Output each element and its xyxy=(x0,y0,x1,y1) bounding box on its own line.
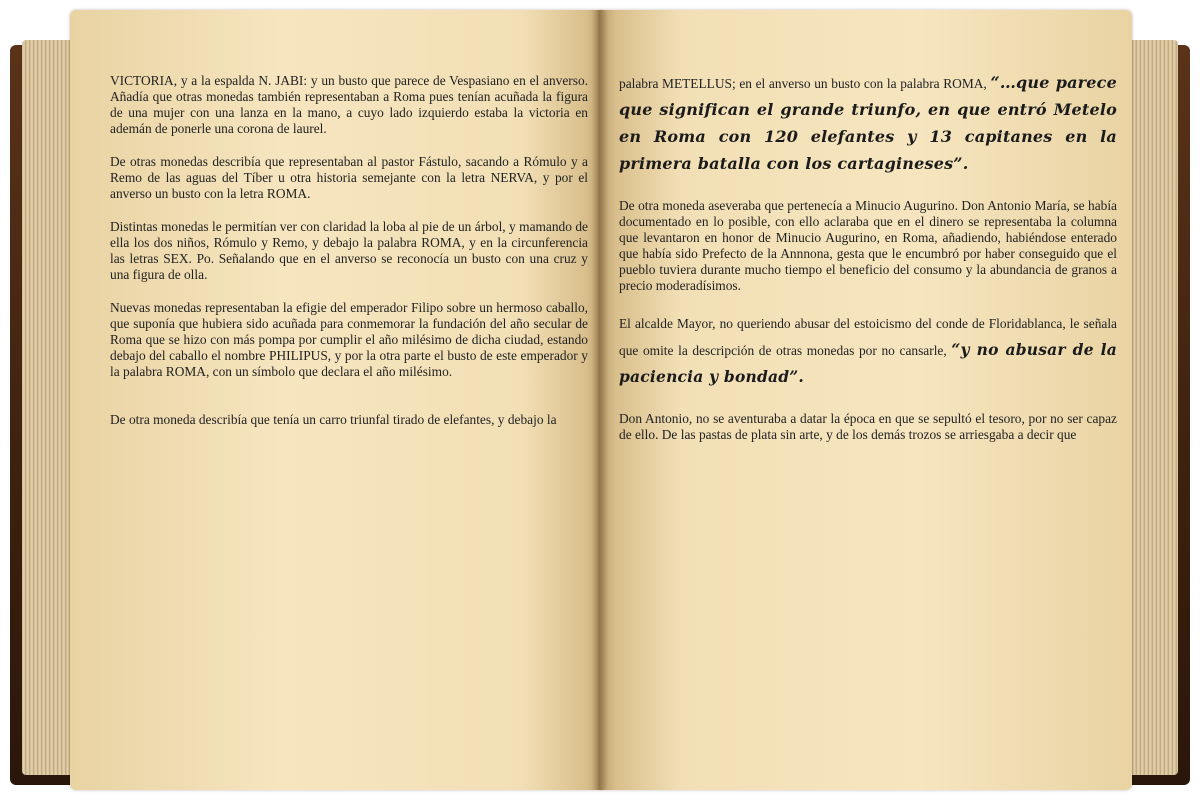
right-page-text xyxy=(619,70,1117,460)
left-paragraph-3: Distintas monedas le permitían ver con claridad la loba al pie de un árbol, y mamando de ella los dos niños, Rómulo y Remo, y debajo la palabra ROMA, y en la circunferencia las letras SEX. Po. Señalando que en el anverso se reconocía un busto con una cruz y una figura de olla. xyxy=(110,219,588,282)
book-spine xyxy=(592,10,608,790)
right-paragraph-4: Don Antonio, no se aventuraba a datar la época en que se sepultó el tesoro, por no ser capaz de ello. De las pastas de plata sin arte, y de los demás trozos se arriesgaba a decir que xyxy=(619,411,1117,442)
left-paragraph-2: De otras monedas describía que representaban al pastor Fástulo, sacando a Rómulo y a Remo de las aguas del Tíber u otra historia semejante con la letra NERVA, y por el anverso un busto con la letra ROMA. xyxy=(110,154,588,201)
right-paragraph-3 xyxy=(619,311,1117,391)
left-paragraph-5: De otra moneda describía que tenía un carro triunfal tirado de elefantes, y debajo la xyxy=(110,412,557,427)
left-paragraph-4: Nuevas monedas representaban la efigie del emperador Filipo sobre un hermoso caballo, que suponía que hubiera sido acuñada para conmemorar la fundación del año secular de Roma que se hizo con más pompa por cumplir el año milésimo de dicha ciudad, estando debajo del caballo el nombre PHILIPUS, y por la otra parte el busto de este emperador y la palabra ROMA, con un símbolo que declara el año milésimo. xyxy=(110,300,588,379)
right-paragraph-1-text: palabra METELLUS; en el anverso un busto con la palabra ROMA, xyxy=(619,76,987,91)
quote-paciencia: “y no abusar de la paciencia y bondad”. xyxy=(619,340,1118,386)
right-paragraph-3-text: El alcalde Mayor, no queriendo abusar del estoicismo del conde de Floridablanca, le señala que omite la descripción de otras monedas por no cansarle, xyxy=(619,316,1117,358)
right-paragraph-2: De otra moneda aseveraba que pertenecía a Minucio Augurino. Don Antonio María, se había documentado en lo posible, con ello aclaraba que en el dinero se representaba la columna que levantaron en honor de Minucio Augurino, en Roma, añadiendo, habiéndose enterado que había sido Prefecto de la Annnona, gesta que le encumbró por haber conseguido que el pueblo tuviera durante mucho tiempo el beneficio del consumo y la abundancia de granos a precio moderadísimos. xyxy=(619,198,1117,293)
right-paragraph-1 xyxy=(619,70,1117,178)
quote-metelo: “…que parece que significan el grande triunfo, en que entró Metelo en Roma con 120 elefantes y 13 capitanes en la primera batalla con los cartagineses”. xyxy=(619,73,1117,173)
left-paragraph-1: VICTORIA, y a la espalda N. JABI: y un busto que parece de Vespasiano en el anverso. Añadía que otras monedas también representaban a Roma pues tenían acuñada la figura de una mujer con una lanza en la mano, a cuyo lado izquierdo estaba la victoria en ademán de ponerle una corona de laurel. xyxy=(110,73,588,136)
left-page-text xyxy=(110,73,588,445)
